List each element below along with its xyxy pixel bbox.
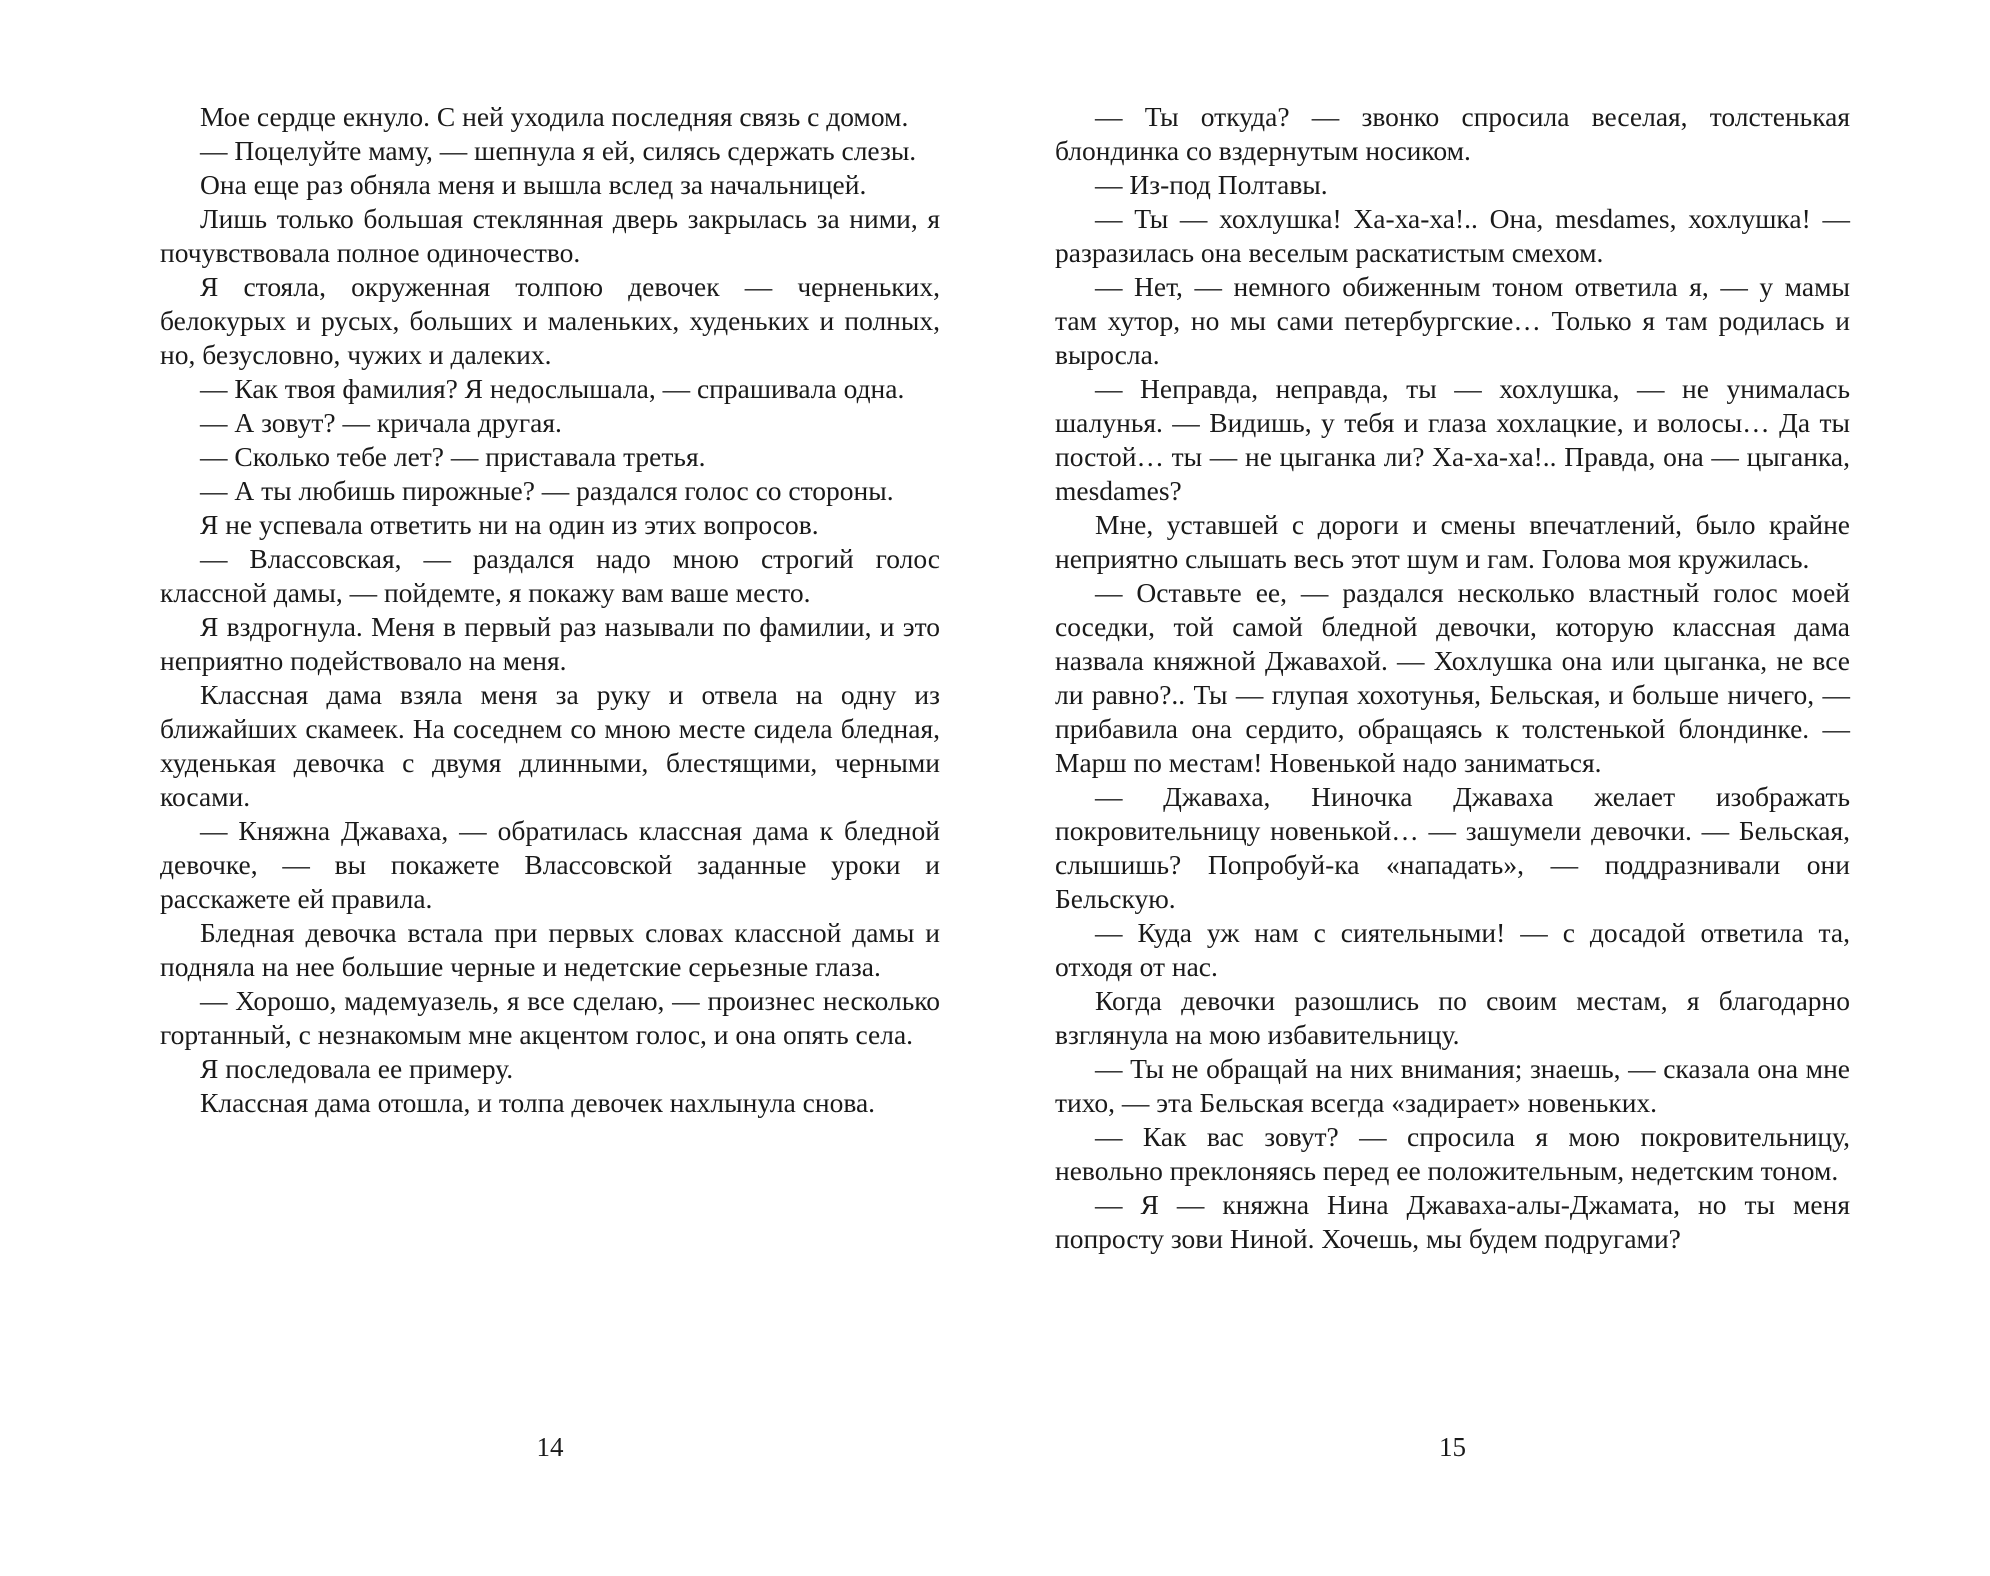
paragraph: — Нет, — немного обиженным тоном ответила я, — у мамы там хутор, но мы сами петербургские… Только я там родилась и выросла. (1055, 271, 1850, 370)
paragraph: — Как вас зовут? — спросила я мою покровительницу, невольно преклоняясь перед ее положительным, недетским тоном. (1055, 1121, 1850, 1186)
paragraph: — Из-под Полтавы. (1095, 169, 1328, 200)
paragraph: — А ты любишь пирожные? — раздался голос со стороны. (200, 475, 894, 506)
paragraph: Я вздрогнула. Меня в первый раз называли по фамилии, и это неприятно подействовало на меня. (160, 611, 940, 676)
paragraph: Классная дама отошла, и толпа девочек нахлынула снова. (200, 1087, 876, 1118)
paragraph: Бледная девочка встала при первых словах классной дамы и подняла на нее большие черные и недетские серьезные глаза. (160, 917, 940, 982)
left-page-text (160, 100, 940, 1120)
paragraph: — Княжна Джаваха, — обратилась классная дама к бледной девочке, — вы покажете Влассовской заданные уроки и расскажете ей правила. (160, 815, 940, 914)
paragraph: — Джаваха, Ниночка Джаваха желает изображать покровительницу новенькой… — зашумели девочки. — Бельская, слышишь? Попробуй-ка «нападать», — поддразнивали они Бельскую. (1055, 781, 1850, 914)
paragraph: — Ты — хохлушка! Ха-ха-ха!.. Она, mesdames, хохлушка! — разразилась она веселым раскатистым смехом. (1055, 203, 1850, 268)
page-number: 14 (536, 1432, 564, 1462)
paragraph: Лишь только большая стеклянная дверь закрылась за ними, я почувствовала полное одиночество. (160, 203, 940, 268)
paragraph: Мне, уставшей с дороги и смены впечатлений, было крайне неприятно слышать весь этот шум и гам. Голова моя кружилась. (1055, 509, 1850, 574)
paragraph: — Влассовская, — раздался надо мною строгий голос классной дамы, — пойдемте, я покажу вам ваше место. (160, 543, 940, 608)
paragraph: Я стояла, окруженная толпою девочек — черненьких, белокурых и русых, больших и маленьких, худеньких и полных, но, безусловно, чужих и далеких. (160, 271, 940, 370)
paragraph: — Ты откуда? — звонко спросила веселая, толстенькая блондинка со вздернутым носиком. (1055, 101, 1850, 166)
paragraph: — Поцелуйте маму, — шепнула я ей, силясь сдержать слезы. (200, 135, 917, 166)
page-number: 15 (1439, 1432, 1466, 1462)
paragraph: Она еще раз обняла меня и вышла вслед за начальницей. (200, 169, 867, 200)
paragraph: — Оставьте ее, — раздался несколько властный голос моей соседки, той самой бледной девочки, которую классная дама назвала княжной Джавахой. — Хохлушка она или цыганка, не все ли равно?.. Ты — глупая хохотунья, Бельская, и больше ничего, — прибавила она сердито, обращаясь к толстенькой блондинке. — Марш по местам! Новенькой надо заниматься. (1055, 577, 1850, 778)
paragraph: Когда девочки разошлись по своим местам, я благодарно взглянула на мою избавительницу. (1055, 985, 1850, 1050)
right-page (1055, 100, 1850, 1500)
paragraph: Мое сердце екнуло. С ней уходила последняя связь с домом. (200, 101, 909, 132)
paragraph: — Куда уж нам с сиятельными! — с досадой ответила та, отходя от нас. (1055, 917, 1850, 982)
paragraph: — Неправда, неправда, ты — хохлушка, — не унималась шалунья. — Видишь, у тебя и глаза хохлацкие, и волосы… Да ты постой… ты — не цыганка ли? Ха-ха-ха!.. Правда, она — цыганка, mesdames? (1055, 373, 1850, 506)
paragraph: Я не успевала ответить ни на один из этих вопросов. (200, 509, 819, 540)
right-page-text (1055, 100, 1850, 1256)
paragraph: — Ты не обращай на них внимания; знаешь, — сказала она мне тихо, — эта Бельская всегда «задирает» новеньких. (1055, 1053, 1850, 1118)
paragraph: Классная дама взяла меня за руку и отвела на одну из ближайших скамеек. На соседнем со мною месте сидела бледная, худенькая девочка с двумя длинными, блестящими, черными косами. (160, 679, 940, 812)
paragraph: — Я — княжна Нина Джаваха-алы-Джамата, но ты меня попросту зови Ниной. Хочешь, мы будем подругами? (1055, 1189, 1850, 1254)
left-page (160, 100, 940, 1500)
paragraph: — Хорошо, мадемуазель, я все сделаю, — произнес несколько гортанный, с незнакомым мне акцентом голос, и она опять села. (160, 985, 940, 1050)
paragraph: — Сколько тебе лет? — приставала третья. (200, 441, 706, 472)
paragraph: — А зовут? — кричала другая. (200, 407, 562, 438)
paragraph: Я последовала ее примеру. (200, 1053, 514, 1084)
paragraph: — Как твоя фамилия? Я недослышала, — спрашивала одна. (200, 373, 905, 404)
